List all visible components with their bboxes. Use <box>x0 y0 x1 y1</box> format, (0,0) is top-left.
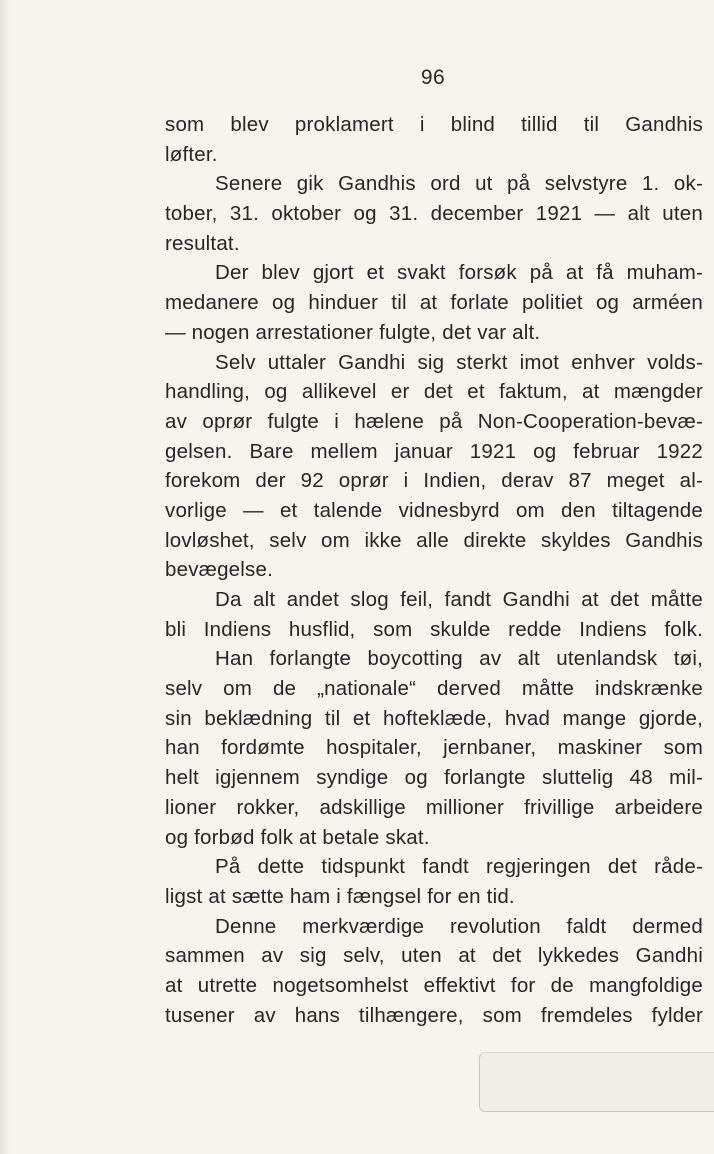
text-line: av oprør fulgte i hælene på Non-Cooperation-bevæ- <box>165 409 703 433</box>
page-edge <box>0 0 10 1154</box>
text-line: vorlige — et talende vidnesbyrd om den tiltagende <box>165 498 703 522</box>
library-stamp <box>479 1052 714 1112</box>
text-line: som blev proklamert i blind tillid til Gandhis <box>165 113 703 136</box>
text-line: gelsen. Bare mellem januar 1921 og februar 1922 <box>165 439 703 463</box>
text-line: lovløshet, selv om ikke alle direkte skyldes Gandhis <box>165 528 703 552</box>
text-line: og forbød folk at betale skat. <box>165 825 430 849</box>
text-line: medanere og hinduer til at forlate politiet og arméen <box>165 291 703 315</box>
text-line: at utrette nogetsomhelst effektivt for de mangfoldige <box>165 973 703 997</box>
text-line: selv om de „nationale“ derved måtte indskrænke <box>165 677 703 701</box>
text-line: forekom der 92 oprør i Indien, derav 87 meget al- <box>165 469 703 493</box>
text-line: bli Indiens husflid, som skulde redde Indiens folk. <box>165 617 703 641</box>
text-line: løfter. <box>165 142 218 166</box>
text-line: Han forlangte boycotting av alt utenlandsk tøi, <box>215 647 703 671</box>
text-line: lioner rokker, adskillige millioner frivillige arbeidere <box>165 795 703 819</box>
text-line: sin beklædning til et hofteklæde, hvad mange gjorde, <box>165 706 703 730</box>
text-line: sammen av sig selv, uten at det lykkedes Gandhi <box>165 944 703 968</box>
text-line: bevægelse. <box>165 558 273 582</box>
text-line: Denne merkværdige revolution faldt dermed <box>215 914 703 938</box>
text-line: handling, og allikevel er det et faktum, at mængder <box>165 380 703 404</box>
page-number: 96 <box>420 66 446 89</box>
text-line: Senere gik Gandhis ord ut på selvstyre 1. ok- <box>215 172 703 196</box>
text-line: ligst at sætte ham i fængsel for en tid. <box>165 884 515 908</box>
body-text <box>165 110 703 1030</box>
text-line: På dette tidspunkt fandt regjeringen det råde- <box>215 855 703 879</box>
text-line: — nogen arrestationer fulgte, det var alt. <box>165 320 541 344</box>
text-line: tober, 31. oktober og 31. december 1921 — alt uten <box>165 202 703 226</box>
text-line: Da alt andet slog feil, fandt Gandhi at det måtte <box>215 588 703 611</box>
text-line: Selv uttaler Gandhi sig sterkt imot enhver volds- <box>215 350 703 374</box>
text-line: tusener av hans tilhængere, som fremdeles fylder <box>165 1003 703 1027</box>
text-line: helt igjennem syndige og forlangte sluttelig 48 mil- <box>165 766 703 790</box>
text-line: Der blev gjort et svakt forsøk på at få muham- <box>215 261 703 285</box>
text-line: han fordømte hospitaler, jernbaner, maskiner som <box>165 736 703 760</box>
text-line: resultat. <box>165 231 240 255</box>
